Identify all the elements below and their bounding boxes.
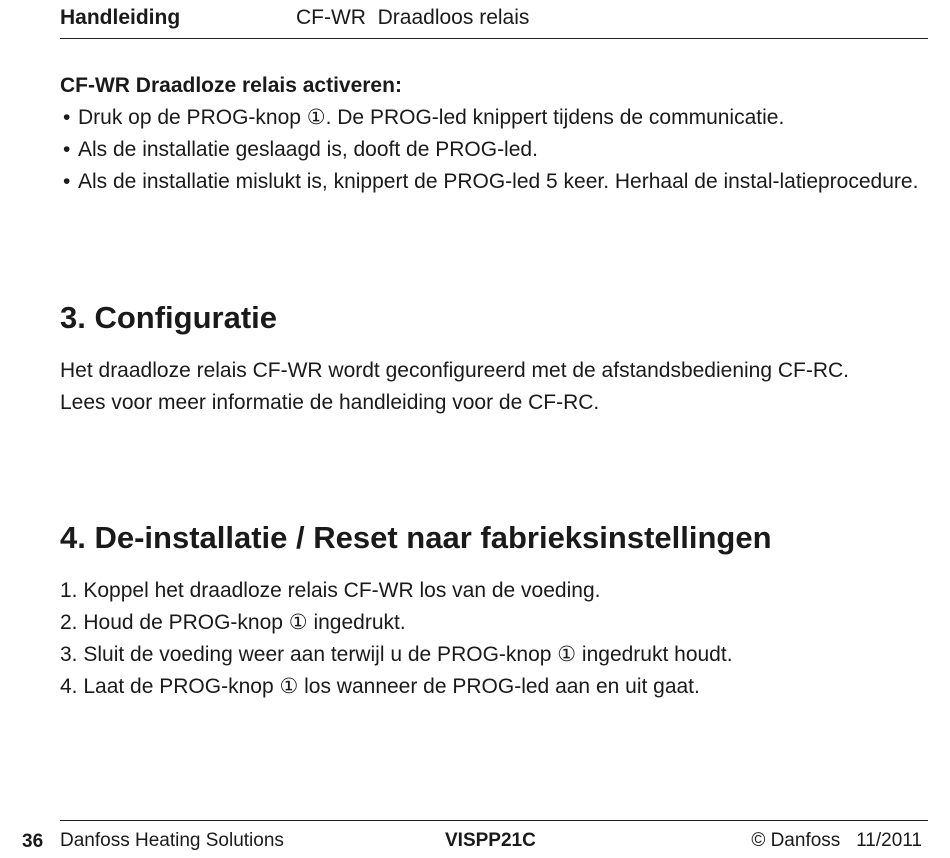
- section-3-paragraph: Lees voor meer informatie de handleiding voor de CF-RC.: [60, 391, 600, 414]
- reset-step: 1. Koppel het draadloze relais CF-WR los van de voeding.: [60, 579, 601, 602]
- manual-label: Handleiding: [60, 6, 181, 29]
- section-3-body: [60, 355, 920, 419]
- activation-bullet: • Als de installatie mislukt is, knippert de PROG-led 5 keer. Herhaal de instal-latieprocedure.: [60, 166, 930, 198]
- activation-title: CF-WR Draadloze relais activeren:: [60, 74, 402, 97]
- activation-bullet-list: [60, 102, 930, 198]
- product-title: CF-WR Draadloos relais: [296, 6, 530, 29]
- reset-step: 3. Sluit de voeding weer aan terwijl u de PROG-knop ① ingedrukt houdt.: [60, 643, 733, 666]
- section-3-title: 3. Configuratie: [60, 300, 278, 335]
- page-footer: [60, 820, 928, 857]
- reset-step: 2. Houd de PROG-knop ① ingedrukt.: [60, 611, 406, 634]
- page-header: [60, 3, 928, 39]
- footer-company: Danfoss Heating Solutions: [60, 830, 284, 851]
- activation-section: [60, 70, 930, 198]
- activation-bullet: • Als de installatie geslaagd is, dooft de PROG-led.: [60, 134, 930, 166]
- page-number: 36: [22, 831, 44, 852]
- section-4-title: 4. De-installatie / Reset naar fabrieksinstellingen: [60, 520, 772, 555]
- section-4-body: [60, 575, 930, 703]
- footer-doc-code: VISPP21C: [445, 830, 536, 851]
- section-3-paragraph: Het draadloze relais CF-WR wordt geconfigureerd met de afstandsbediening CF-RC.: [60, 359, 850, 382]
- activation-bullet: • Druk op de PROG-knop ①. De PROG-led knippert tijdens de communicatie.: [60, 102, 930, 134]
- footer-copyright: © Danfoss 11/2011: [751, 830, 922, 851]
- reset-steps-list: [60, 575, 930, 703]
- reset-step: 4. Laat de PROG-knop ① los wanneer de PROG-led aan en uit gaat.: [60, 675, 700, 698]
